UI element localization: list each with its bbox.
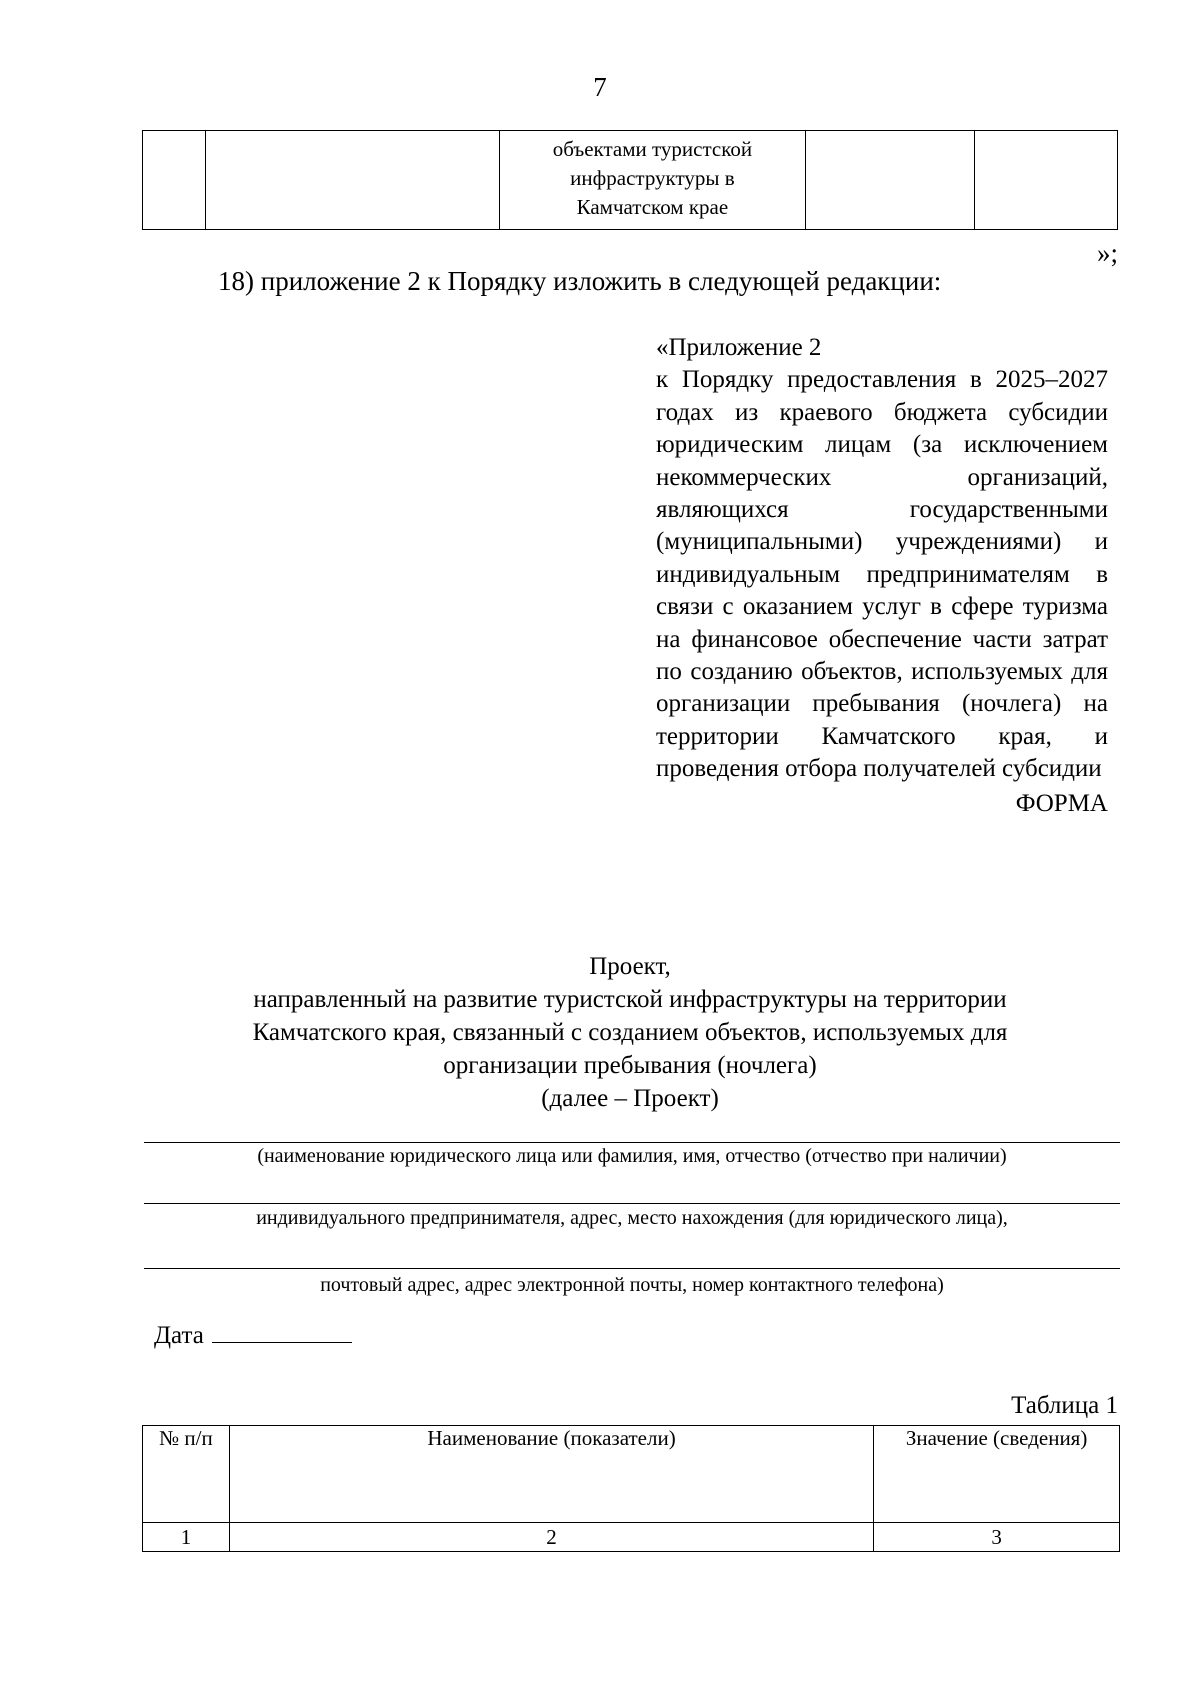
fill-in-line[interactable]: [144, 1268, 1120, 1269]
cell-line: инфраструктуры в: [570, 166, 735, 190]
appendix-reference: к Порядку предоставления в 2025–2027 годах из краевого бюджета субсидии юридическим лицам (за исключением некоммерческих организаций, являющихся государственными (муниципальными) учреждениями) и индивидуальным предпринимателям в связи с оказанием услуг в сфере туризма на финансовое обеспечение части затрат по созданию объектов, используемых для организации пребывания (ночлега) на территории Камчатского края, и проведения отбора получателей субсидии: [656, 366, 1108, 783]
column-number: 3: [874, 1523, 1120, 1552]
document-title: [142, 950, 1118, 1115]
table-cell: [206, 131, 500, 230]
form-label: ФОРМА: [1015, 789, 1108, 817]
title-line: организации пребывания (ночлега): [443, 1052, 817, 1079]
fill-in-line[interactable]: [144, 1203, 1120, 1204]
table-label: Таблица 1: [1011, 1392, 1118, 1419]
table-cell: [806, 131, 975, 230]
page-number: 7: [593, 72, 607, 102]
title-line: Проект,: [589, 953, 671, 980]
column-header: Значение (сведения): [874, 1426, 1120, 1523]
date-label: Дата: [154, 1322, 204, 1349]
column-number: 2: [229, 1523, 873, 1552]
appendix-header-block: [656, 332, 1108, 820]
table-cell-text: [499, 131, 805, 230]
table-1: [142, 1425, 1120, 1552]
fill-in-caption: почтовый адрес, адрес электронной почты, номер контактного телефона): [320, 1274, 944, 1296]
table-row: [143, 1523, 1120, 1552]
title-line: Камчатского края, связанный с созданием объектов, используемых для: [252, 1019, 1008, 1046]
cell-line: объектами туристской: [552, 137, 753, 161]
table-cell: [974, 131, 1117, 230]
date-row: [154, 1318, 352, 1350]
closing-quote: »;: [1096, 238, 1118, 268]
fill-in-line[interactable]: [144, 1142, 1120, 1143]
table-header-row: [143, 1426, 1120, 1523]
title-line: направленный на развитие туристской инфраструктуры на территории: [253, 986, 1007, 1013]
column-number: 1: [143, 1523, 230, 1552]
appendix-heading: «Приложение 2: [656, 334, 822, 361]
date-blank-field[interactable]: [212, 1318, 352, 1343]
fill-in-caption: (наименование юридического лица или фамилия, имя, отчество (отчество при наличии): [257, 1145, 1007, 1167]
table-row: [143, 131, 1118, 230]
title-line: (далее – Проект): [541, 1085, 719, 1112]
table-cell: [143, 131, 206, 230]
cell-line: Камчатском крае: [576, 195, 729, 219]
continued-table: [142, 130, 1118, 230]
column-header: Наименование (показатели): [229, 1426, 873, 1523]
column-header: № п/п: [143, 1426, 230, 1523]
fill-in-caption: индивидуального предпринимателя, адрес, место нахождения (для юридического лица),: [256, 1207, 1008, 1229]
amendment-item-18: 18) приложение 2 к Порядку изложить в следующей редакции:: [218, 266, 942, 296]
